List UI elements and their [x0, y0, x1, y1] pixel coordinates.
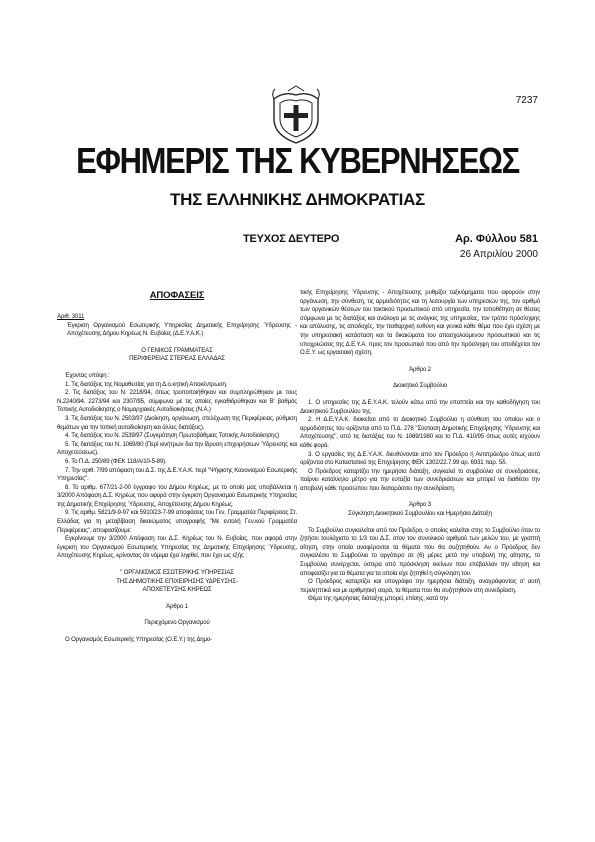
- article-text: Ο Πρόεδρος καταρτίζει και υπογράφει την ημερήσια διάταξη, αναγράφοντας σ' αυτή περιληπτικά και με αριθμητική σειρά, τα θέματα που θα συζητηθούν στη συνεδρίαση.: [300, 578, 540, 594]
- org-title-line: ΤΗΣ ΔΗΜΟΤΙΚΗΣ ΕΠΙΧΕΙΡΗΣΗΣ ΥΔΡΕΥΣΗΣ-: [116, 577, 238, 585]
- article-text: Θέμα της ημερήσιας διάταξης μπορεί, επίσης, κατά την: [308, 595, 448, 603]
- org-title-line: " ΟΡΓΑΝΙΣΜΟΣ ΕΣΩΤΕΡΙΚΗΣ ΥΠΗΡΕΣΙΑΣ: [120, 569, 234, 577]
- sheet-number: Αρ. Φύλλου 581: [455, 233, 538, 245]
- left-column: [57, 290, 297, 645]
- issue-label: ΤΕΥΧΟΣ ΔΕΥΤΕΡΟ: [243, 233, 340, 245]
- approval-text: Εγκρίνουμε την 3/2000 Απόφαση του Δ.Σ. Κηρέως του Ν. Ευβοίας, που αφορά στην έγκριση του Οργανισμού Εσωτερικής Υπηρεσίας της Δημοτικής Επιχείρησης Ύδρευσης, Αποχέτευσης Κηρέως, κρίνοντας ότι νόμιμα έχει ληφθεί, που έχει ως εξής :: [57, 535, 297, 560]
- org-title-line: ΑΠΟΧΕΤΕΥΣΗΣ ΚΗΡΕΩΣ: [142, 586, 212, 594]
- greek-coat-of-arms-icon: [270, 85, 322, 145]
- article-heading: Άρθρο 3: [409, 501, 431, 509]
- list-item: 1. Τις διατάξεις της Νομοθεσίας για τη Δ.ο.κητική Αποκέντρωση.: [65, 380, 228, 388]
- decision-title: Έγκριση Οργανισμού Εσωτερικής Υπηρεσίας Δημοτικής Επιχείρησης Ύδρευσης - Αποχέτευσης Δήμου Κηρέως Ν. Ευβοίας (Δ.Ε.Υ.Α.Κ.): [67, 321, 297, 338]
- article-text: τικής Επιχείρησης Ύδρευσης - Αποχέτευσης ρυθμίζει ταξινόμηματα που αφορούν στην οργάνωση, την σύνθεση, τις αρμοδιότητες και τη λειτουργία των υπηρεσιών της, τον αριθμό των οργανικών θέσεων του τακτικού προσωπικού από υπηρεσία, την τοποθέτηση σε θέσεις σύμφωνα με τις διατάξεις και ανάλογα με τις ανάγκες της υπηρεσίας, τον τρόπο πρόσληψης και απόλυσης, τις αποδοχές, την πειθαρχική ευθύνη και γενικά κάθε θέμα που έχει σχέση με την υπηρεσιακή κατάσταση και τα δικαιώματα του απασχολούμενου προσωπικού και τις υποχρεώσεις της Δ.Ε.Υ.Α. προς τον προσωπικό που από την πρόσληψη του αποδέχεται τον Ο.Ε.Υ. ως εργασιακή σχέση.: [300, 289, 540, 357]
- list-item: 6. Το Π.Δ. 250/89 (ΦΕΚ 118/Α/10-5-89).: [65, 457, 167, 465]
- article-heading: Άρθρο 1: [166, 602, 188, 610]
- gazette-title: ΕΦΗΜΕΡΙΣ ΤΗΣ ΚΥΒΕΡΝΗΣΕΩΣ: [76, 140, 519, 181]
- having-regard: Έχοντας υπόψη :: [65, 371, 110, 379]
- list-item: 8. Το αριθμ. 677/21-2-00 έγγραφο του Δήμου Κηρέως, με το οποίο μας υποβάλλεται η 3/2000 Απόφαση Δ.Σ. Κηρέως που αφορά στην έγκριση Οργανισμού Εσωτερικής Υπηρεσίας της Δημοτικής Επιχείρησης Ύδρευσης, Αποχέτευσης Δήμου Κηρέως.: [57, 483, 297, 508]
- article-heading: Άρθρο 2: [409, 365, 431, 373]
- decision-number: Αριθ. 3011: [57, 313, 85, 320]
- article-text: 3. Ο εργασίες της Δ.Ε.Υ.Α.Κ. διευθύνονται από τον Πρόεδρο ή Αντιπρόεδρο όπως αυτό ορίζονται στο Καταστατικό της Επιχείρησης ΦΕΚ 1302/22.7.99 αρ. 6931 παρ. 5δ.: [300, 450, 540, 467]
- list-item: 7. Την αριθ. 7/99 απόφαση του Δ.Σ. της Δ.Ε.Υ.Α.Κ. περί "Ψήφισης Κανονισμού Εσωτερικής Υπηρεσίας".: [57, 466, 297, 483]
- article-text: 2. Η Δ.Ε.Υ.Α.Κ. διοικείται από το Διοικητικό Συμβούλιο η σύνθεση του οποίου και ο αρμοδιότητες του ορίζονται από το Π.Δ. 278 "Σύσταση Δημοτικής Επιχείρησης Ύδρευσης και Αποχέτευσης", από τις διατάξεις του Ν. 1069/1980 και το Π.Δ. 410/95 όπως αυτές ισχύουν κάθε φορά.: [300, 416, 540, 449]
- section-heading: ΑΠΟΦΑΣΕΙΣ: [149, 290, 205, 301]
- page-number: 7237: [515, 95, 538, 106]
- list-item: 3. Τις διατάξεις του Ν. 2503/97 (Διοίκηση, οργάνωση, στελέχωση της Περιφέρειας, ρύθμιση θεμάτων για την τοπική αυτοδιοίκηση και άλλες διατάξεις).: [57, 414, 297, 431]
- article-title: Σύγκληση Διοικητικού Συμβουλίου και Ημερήσια Διάταξη: [348, 510, 492, 518]
- list-item: 4. Τις διατάξεις του Ν. 2539/97 (Συγκρότηση Πρωτοβάθμιας Τοπικής Αυτοδιοίκησης): [65, 432, 280, 440]
- list-item: 9. Τις αριθμ. 5821/9-9-97 και 5910/23-7-99 αποφάσεις του Γεν. Γραμματέα Περιφέρειας Στ. Ελλάδας για τη μεταβίβαση δικαιώματος υπογραφής "Με εντολή Γεν.κού Γραμματέα Περιφέρειας", αποφασίζουμε:: [57, 509, 297, 534]
- article-text: Το Συμβούλιο συγκαλείται από τον Πρόεδρο, ο οποίος καλείται στης το Συμβούλιο όταν το ζητήσει τουλάχιστο το 1/3 του Δ.Σ. στον τον συνολικού αριθμού των μελών του, με γραπτή αίτηση, στην οποία αναφέρονται τα θέματα που θα συζητηθούν. Αν ο Πρόεδρος δεν συγκαλέσει το Συμβούλιο το αργότερο σε (6) μέρες μετά την υποβολή της αίτησης, το Συμβούλιο συνέρχεται, ύστερα από πρόσκληση εκείνων που επέβαλλαν την αίτηση και αποφασίζει για τα θέματα για τα οποία είχε ζητηθεί η σύγκληση του.: [300, 526, 540, 577]
- gazette-subtitle: ΤΗΣ ΕΛΛΗΝΙΚΗΣ ΔΗΜΟΚΡΑΤΙΑΣ: [170, 190, 425, 209]
- article-title: Διοικητικό Συμβούλιο: [392, 382, 448, 390]
- article-text: Ο Οργανισμός Εσωτερικής Υπηρεσίας (Ο.Ε.Υ.) της Δημο-: [65, 636, 213, 643]
- list-item: 2. Τις διατάξεις του Ν. 2218/94, όπως τροποποιήθηκαν και συμπληρώθηκαν με τους Ν.2240/94, 2273/94 και 2307/95, σύμφωνα με τις οποίες εγκαθιδρύθηκαν και Β' βαθμός Τοπικής Αυτοδιοίκησης ο Νομαρχιακές Αυτοδιοικήσεις (Ν.Α.): [57, 389, 297, 414]
- authority-line-1: Ο ΓΕΝΙΚΟΣ ΓΡΑΜΜΑΤΕΑΣ: [141, 346, 213, 354]
- article-text: 1. Ο υπηρεσίες της Δ.Ε.Υ.Α.Κ. τελούν κάτω από την εποπτεία και την καθοδήγηση του Διοικητικού Συμβουλίου της.: [300, 398, 540, 415]
- authority-line-2: ΠΕΡΙΦΕΡΕΙΑΣ ΣΤΕΡΕΑΣ ΕΛΛΑΔΑΣ: [129, 355, 225, 363]
- right-column: [300, 289, 540, 604]
- article-text: Ο Πρόεδρος καταρτίζει την ημερήσια διάταξη, συγκαλεί το συμβούλιο σε συνεδριάσεις, παίρνει κατάλληλο μέτρο για την ευταξία των συνεδριάσεων και μπορεί να διαθέσει την αποβολή κάθε προσώπου που διαταράσσει την συνεδρίαση.: [300, 467, 540, 492]
- issue-date: 26 Απριλίου 2000: [459, 249, 538, 260]
- list-item: 5. Τις διατάξεις του Ν. 1069/80 (Περί κινήτρων δια την ίδρυση επιχειρήσεων Ύδρευσης και Αποχετεύσεως).: [57, 440, 297, 457]
- article-title: Περιεχόμενο Οργανισμού: [144, 619, 210, 627]
